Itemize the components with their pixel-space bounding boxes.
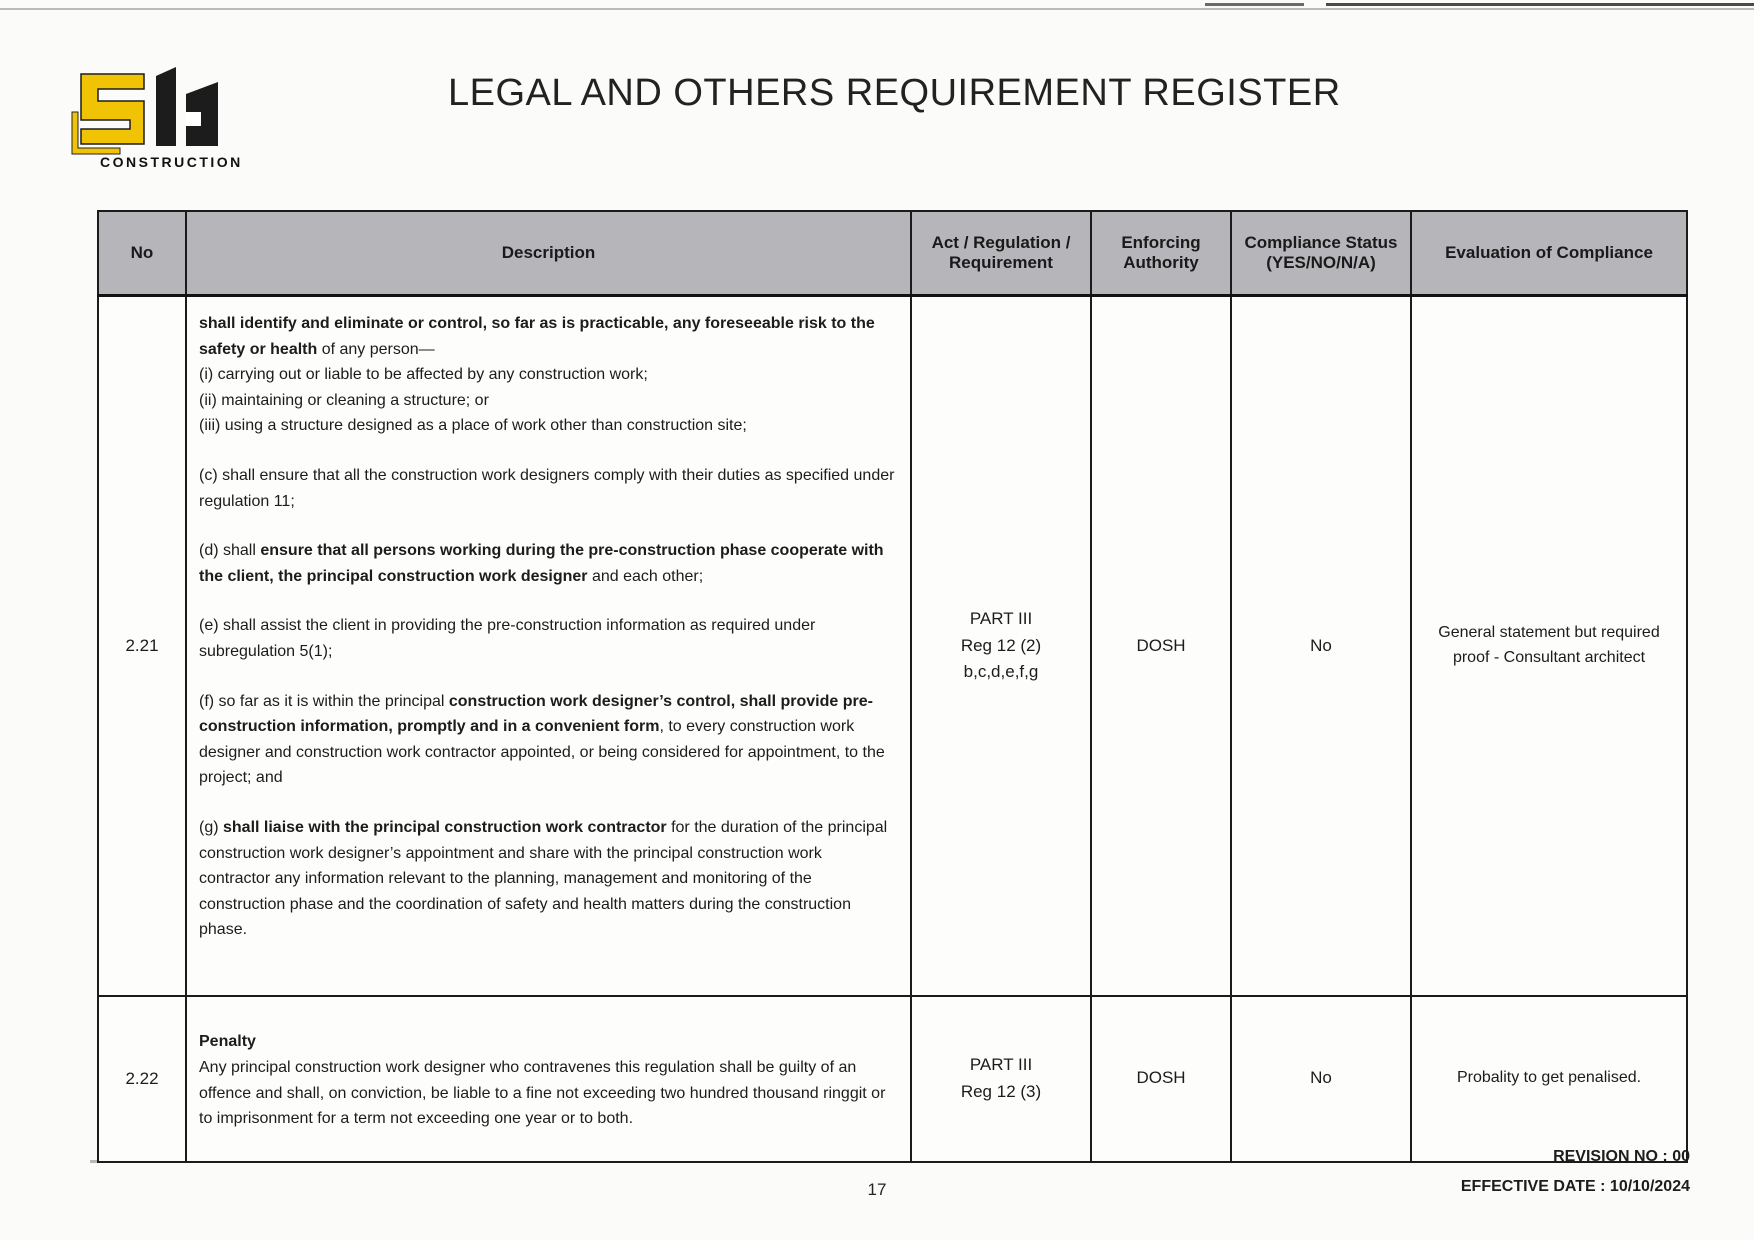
legal-requirement-register-table [97,210,1688,1163]
col-header-no: No [98,211,186,296]
description-text: (e) shall assist the client in providing the pre-construction information as required under subregulation 5(1); [199,617,816,660]
description-text: , to every construction work designer and construction work contractor appointed, or being considered for appointment, to the project; and [199,718,885,787]
row-compliance-status: No [1231,296,1411,996]
col-header-enforcing-authority: Enforcing Authority [1091,211,1231,296]
table-row [98,996,1687,1162]
col-header-evaluation: Evaluation of Compliance [1411,211,1687,296]
description-text: (c) shall ensure that all the construction work designers comply with their duties as specified under regulation 11; [199,466,895,510]
row-no: 2.22 [98,996,186,1162]
effective-date: EFFECTIVE DATE : 10/10/2024 [1460,1178,1690,1196]
description-bold-text: shall identify and eliminate or control, so far as is practicable, any foreseeable risk to the safety or health [199,315,875,358]
description-paragraph [199,362,896,388]
description-paragraph [199,1055,896,1132]
act-regulation-line: b,c,d,e,f,g [963,661,1039,681]
row-enforcing-authority: DOSH [1091,296,1231,996]
description-paragraph [199,1029,896,1055]
scan-artifact-top-line [0,8,1754,10]
revision-block [1461,1142,1690,1203]
row-enforcing-authority: DOSH [1091,996,1231,1162]
description-text: for the duration of the principal construction work designer’s appointment and share with the principal construction work contractor any information relevant to the planning, management and monitoring of the construction phase and the coordination of safety and health matters during the construction phase. [199,818,888,939]
description-paragraph [199,689,896,791]
description-text: (ii) maintaining or cleaning a structure; or [199,391,489,409]
company-logo [66,64,296,176]
row-description [186,996,911,1162]
logo-wordmark: CONSTRUCTION [100,154,243,170]
row-act-regulation [911,296,1091,996]
scan-artifact-top-dark-line [1205,3,1754,6]
act-regulation-line: Reg 12 (3) [960,1081,1042,1101]
row-compliance-status: No [1231,996,1411,1162]
row-evaluation: Probality to get penalised. [1411,996,1687,1162]
description-text: (d) shall [199,542,261,560]
table-header-row [98,211,1687,296]
page-title: LEGAL AND OTHERS REQUIREMENT REGISTER [448,72,1341,114]
row-description [186,296,911,996]
row-evaluation: General statement but required proof - Consultant architect [1411,296,1687,996]
col-header-act-regulation: Act / Regulation / Requirement [911,211,1091,296]
description-text: (g) [199,818,223,836]
description-paragraph [199,463,896,514]
description-paragraph [199,413,896,439]
description-bold-text: Penalty [199,1033,256,1051]
description-bold-text: construction work designer’s control, shall provide pre-construction information, promptly and in a convenient form [199,692,873,736]
description-bold-text: shall liaise with the principal construction work contractor [223,818,667,836]
description-text: (f) so far as it is within the principal [199,692,449,710]
table-row [98,296,1687,996]
description-text: (i) carrying out or liable to be affected by any construction work; [199,366,648,384]
row-act-regulation [911,996,1091,1162]
description-paragraph [199,388,896,414]
description-text: Any principal construction work designer who contravenes this regulation shall be guilty of an offence and shall, on conviction, be liable to a fine not exceeding two hundred thousand ringgit or to imprisonment for a term not exceeding one year or to both. [199,1058,886,1128]
slg-logo-icon [66,64,296,176]
revision-no: REVISION NO : 00 [1553,1148,1690,1165]
col-header-compliance-status: Compliance Status (YES/NO/N/A) [1231,211,1411,296]
col-header-description: Description [186,211,911,296]
description-paragraph [199,613,896,664]
description-paragraph [199,538,896,589]
description-text: (iii) using a structure designed as a place of work other than construction site; [199,417,747,435]
description-paragraph [199,815,896,943]
act-regulation-line: Reg 12 (2) [960,635,1042,655]
page-number: 17 [867,1180,887,1199]
row-no: 2.21 [98,296,186,996]
act-regulation-line: PART III [969,609,1033,629]
description-text: and each other; [587,567,704,585]
description-text: of any person— [317,340,435,358]
description-bold-text: ensure that all persons working during the pre-construction phase cooperate with the client, the principal construction work designer [199,542,884,585]
description-paragraph [199,311,896,362]
act-regulation-line: PART III [969,1055,1033,1075]
